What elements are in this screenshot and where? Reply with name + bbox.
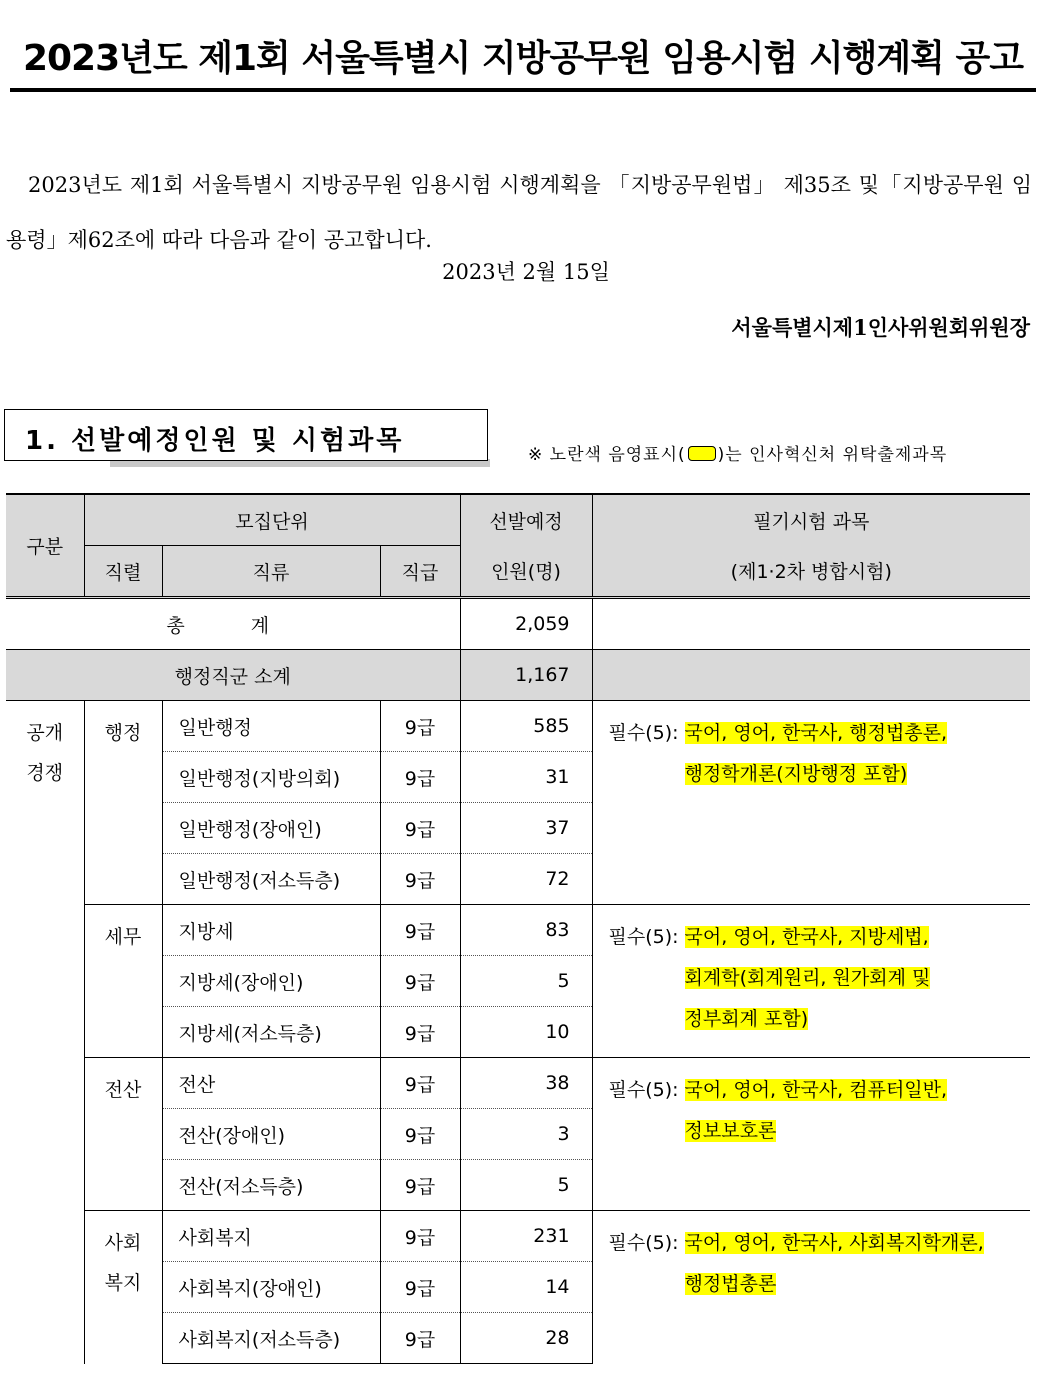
- recruitment-table: [6, 493, 1030, 1364]
- total-label: 총 계: [6, 598, 460, 650]
- subjects-cell: [592, 701, 1030, 905]
- header-planned-1: 선발예정: [460, 494, 592, 546]
- header-subjects-2: (제1·2차 병합시험): [592, 546, 1030, 598]
- count-cell: 14: [460, 1262, 592, 1313]
- header-class: 직류: [162, 546, 380, 598]
- yellow-swatch-icon: [688, 446, 716, 461]
- note-before: ※ 노란색 음영표시(: [528, 445, 686, 465]
- subject-label: 필수(5):: [608, 1232, 679, 1254]
- count-cell: 28: [460, 1313, 592, 1364]
- category-label-2: 경쟁: [26, 762, 64, 784]
- header-series: 직렬: [84, 546, 162, 598]
- header-category: 구분: [6, 494, 84, 598]
- subject-line: [609, 958, 1031, 999]
- class-cell: 일반행정(저소득층): [162, 854, 380, 905]
- grade-cell: 9급: [380, 803, 460, 854]
- grade-cell: 9급: [380, 854, 460, 905]
- subjects-cell: [592, 905, 1030, 1058]
- count-cell: 31: [460, 752, 592, 803]
- category-cell: [6, 701, 84, 1364]
- count-cell: 5: [460, 1160, 592, 1211]
- class-cell: 일반행정: [162, 701, 380, 752]
- grade-cell: 9급: [380, 1160, 460, 1211]
- subject-text: 국어, 영어, 한국사, 지방세법,: [684, 926, 929, 948]
- class-cell: 일반행정(지방의회): [162, 752, 380, 803]
- grade-cell: 9급: [380, 1058, 460, 1109]
- subtotal-value: 1,167: [460, 650, 592, 701]
- subject-text: 행정법총론: [684, 1273, 777, 1295]
- count-cell: 231: [460, 1211, 592, 1262]
- signer: 서울특별시제1인사위원회위원장: [731, 315, 1030, 340]
- count-cell: 5: [460, 956, 592, 1007]
- subjects-cell: [592, 1211, 1030, 1364]
- series-cell: [84, 1058, 162, 1211]
- class-cell: 지방세(저소득층): [162, 1007, 380, 1058]
- page-title: 2023년도 제1회 서울특별시 지방공무원 임용시험 시행계획 공고: [22, 38, 1024, 79]
- table-row: [6, 1058, 1030, 1109]
- class-cell: 지방세(장애인): [162, 956, 380, 1007]
- total-subjects: [592, 598, 1030, 650]
- category-label-1: 공개: [26, 722, 64, 744]
- subject-line: [609, 917, 1031, 958]
- subtotal-label: 행정직군 소계: [6, 650, 460, 701]
- grade-cell: 9급: [380, 1262, 460, 1313]
- class-cell: 일반행정(장애인): [162, 803, 380, 854]
- series-label: 전산: [104, 1079, 142, 1101]
- grade-cell: 9급: [380, 1211, 460, 1262]
- count-cell: 10: [460, 1007, 592, 1058]
- class-cell: 지방세: [162, 905, 380, 956]
- subject-line: [609, 1223, 1031, 1264]
- subjects-cell: [592, 1058, 1030, 1211]
- series-label: 행정: [104, 722, 142, 744]
- subject-text: 국어, 영어, 한국사, 컴퓨터일반,: [684, 1079, 948, 1101]
- count-cell: 3: [460, 1109, 592, 1160]
- section-title-box: [4, 409, 488, 461]
- subject-label: 필수(5):: [608, 722, 679, 744]
- subject-text: 정부회계 포함): [684, 1008, 809, 1030]
- subject-label: 필수(5):: [608, 926, 679, 948]
- count-cell: 585: [460, 701, 592, 752]
- count-cell: 38: [460, 1058, 592, 1109]
- table-row: [6, 1211, 1030, 1262]
- subtotal-subjects: [592, 650, 1030, 701]
- class-cell: 전산(장애인): [162, 1109, 380, 1160]
- header-row-2: [6, 546, 1030, 598]
- table-row: [6, 701, 1030, 752]
- series-label: 사회: [104, 1232, 142, 1254]
- subject-line: [609, 1070, 1031, 1111]
- subject-text: 정보보호론: [684, 1120, 777, 1142]
- series-cell: [84, 905, 162, 1058]
- header-subjects-1: 필기시험 과목: [592, 494, 1030, 546]
- subject-text: 국어, 영어, 한국사, 사회복지학개론,: [684, 1232, 984, 1254]
- grade-cell: 9급: [380, 1109, 460, 1160]
- class-cell: 사회복지(저소득층): [162, 1313, 380, 1364]
- subject-text: 국어, 영어, 한국사, 행정법총론,: [684, 722, 948, 744]
- subject-text: 행정학개론(지방행정 포함): [684, 763, 908, 785]
- series-label-2: 복지: [104, 1272, 142, 1294]
- grade-cell: 9급: [380, 905, 460, 956]
- series-label: 세무: [104, 926, 142, 948]
- intro-paragraph: [6, 158, 1032, 268]
- title-bar: [10, 16, 1036, 92]
- grade-cell: 9급: [380, 956, 460, 1007]
- grade-cell: 9급: [380, 701, 460, 752]
- subject-line: [609, 999, 1031, 1040]
- header-grade: 직급: [380, 546, 460, 598]
- class-cell: 사회복지: [162, 1211, 380, 1262]
- class-cell: 사회복지(장애인): [162, 1262, 380, 1313]
- series-cell: [84, 1211, 162, 1364]
- grade-cell: 9급: [380, 752, 460, 803]
- series-cell: [84, 701, 162, 905]
- subject-line: [609, 1111, 1031, 1152]
- grade-cell: 9급: [380, 1313, 460, 1364]
- header-recruit-unit: 모집단위: [84, 494, 460, 546]
- header-row-1: [6, 494, 1030, 546]
- highlight-note: [528, 440, 947, 465]
- count-cell: 37: [460, 803, 592, 854]
- note-after: )는 인사혁신처 위탁출제과목: [717, 445, 948, 465]
- subject-text: 회계학(회계원리, 원가회계 및: [684, 967, 931, 989]
- total-value: 2,059: [460, 598, 592, 650]
- count-cell: 83: [460, 905, 592, 956]
- count-cell: 72: [460, 854, 592, 905]
- table-row: [6, 905, 1030, 956]
- subtotal-row: [6, 650, 1030, 701]
- header-planned-2: 인원(명): [460, 546, 592, 598]
- subject-label: 필수(5):: [608, 1079, 679, 1101]
- section-title: 1. 선발예정인원 및 시험과목: [25, 426, 405, 456]
- subject-line: [609, 754, 1031, 795]
- class-cell: 전산(저소득층): [162, 1160, 380, 1211]
- total-row: [6, 598, 1030, 650]
- subject-line: [609, 1264, 1031, 1305]
- announcement-date: 2023년 2월 15일: [442, 260, 610, 284]
- grade-cell: 9급: [380, 1007, 460, 1058]
- subject-line: [609, 713, 1031, 754]
- class-cell: 전산: [162, 1058, 380, 1109]
- intro-text: 2023년도 제1회 서울특별시 지방공무원 임용시험 시행계획을 「지방공무원법」 제35조 및「지방공무원 임용령」제62조에 따라 다음과 같이 공고합니다.: [6, 173, 1032, 252]
